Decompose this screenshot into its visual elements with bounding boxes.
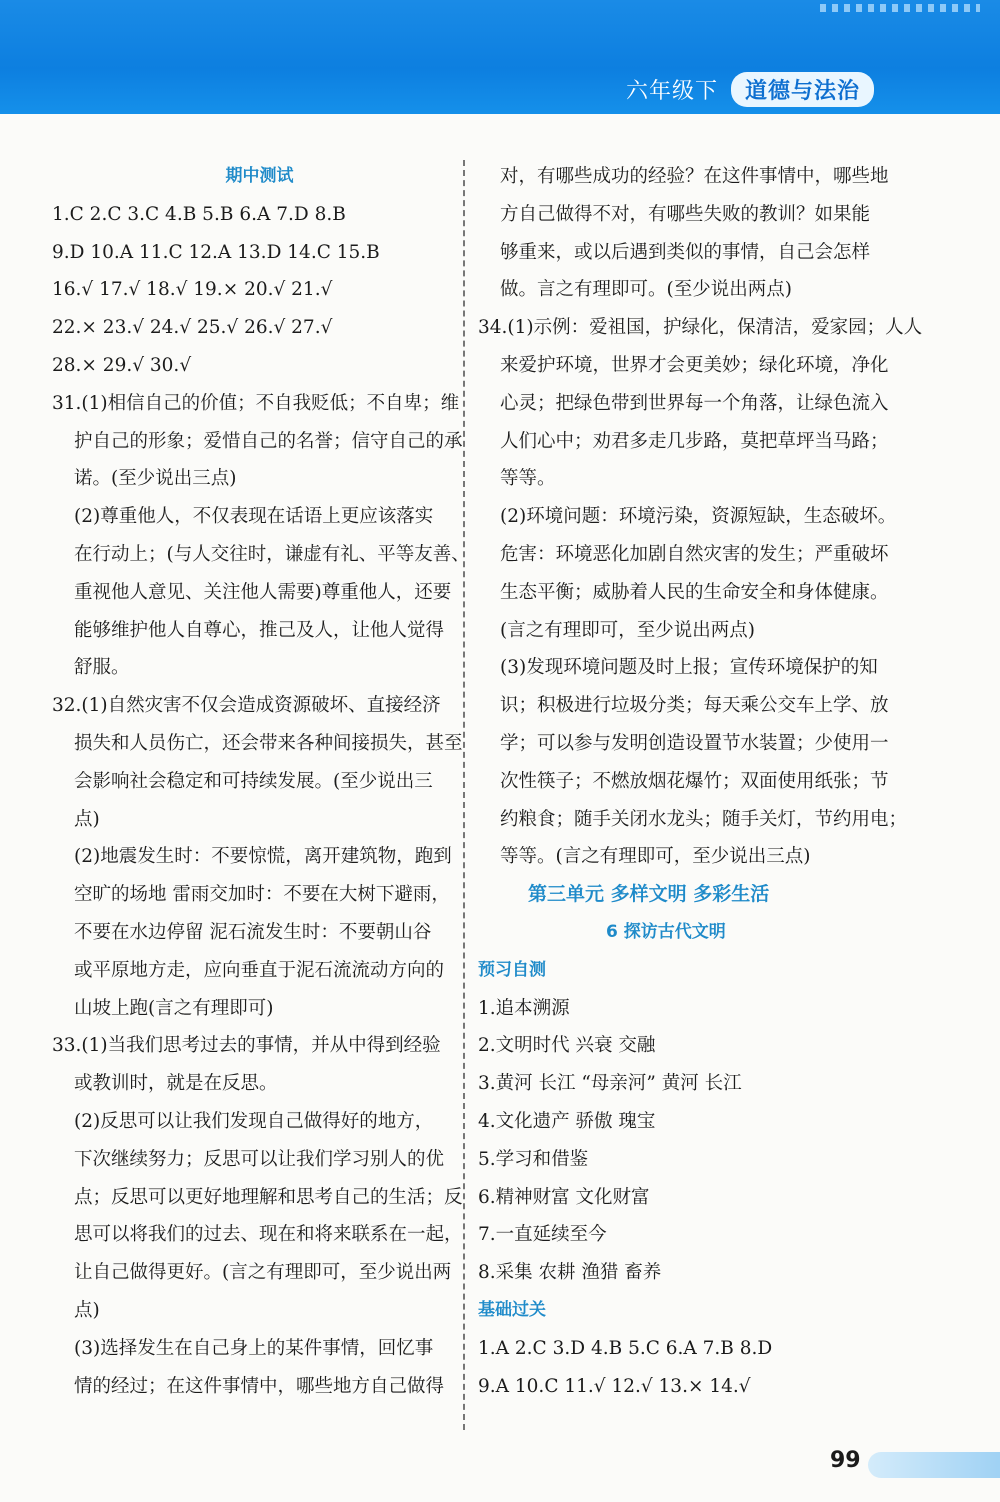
line: 33.(1)当我们思考过去的事情，并从中得到经验 bbox=[52, 1035, 441, 1057]
line: 空旷的场地 雷雨交加时：不要在大树下避雨， bbox=[74, 884, 450, 906]
line: 或平原地方走，应向垂直于泥石流流动方向的 bbox=[74, 959, 445, 981]
list-item: 9.A 10.C 11.√ 12.√ 13.× 14.√ bbox=[478, 1375, 751, 1397]
line: 做。言之有理即可。(至少说出两点) bbox=[500, 279, 792, 301]
line: (2)地震发生时：不要惊慌，离开建筑物，跑到 bbox=[74, 846, 452, 868]
line: 等等。(言之有理即可，至少说出三点) bbox=[500, 846, 811, 868]
line: 舒服。 bbox=[74, 657, 130, 679]
line: 22.× 23.√ 24.√ 25.√ 26.√ 27.√ bbox=[52, 317, 333, 339]
line: 会影响社会稳定和可持续发展。(至少说出三 bbox=[74, 770, 433, 792]
line: (2)尊重他人，不仅表现在话语上更应该落实 bbox=[74, 506, 434, 528]
line: 34.(1)示例：爱祖国，护绿化，保清洁，爱家园；人人 bbox=[478, 317, 923, 339]
line: (3)选择发生在自己身上的某件事情，回忆事 bbox=[74, 1337, 434, 1359]
list-item: 6.精神财富 文化财富 bbox=[478, 1186, 650, 1208]
grade-label: 六年级下 bbox=[626, 79, 719, 104]
line: 点) bbox=[74, 1299, 100, 1321]
line: 护自己的形象；爱惜自己的名誉；信守自己的承 bbox=[74, 430, 463, 452]
list-item: 4.文化遗产 骄傲 瑰宝 bbox=[478, 1110, 656, 1132]
list-item: 8.采集 农耕 渔猎 畜养 bbox=[478, 1262, 662, 1284]
line: 让自己做得更好。(言之有理即可，至少说出两 bbox=[74, 1262, 452, 1284]
header-banner bbox=[0, 0, 1000, 114]
line: 思可以将我们的过去、现在和将来联系在一起， bbox=[74, 1224, 463, 1246]
column-divider bbox=[463, 160, 465, 1430]
list-item: 1.追本溯源 bbox=[478, 997, 570, 1019]
decorative-dots bbox=[820, 4, 980, 12]
line: 学；可以参与发明创造设置节水装置；少使用一 bbox=[500, 732, 889, 754]
line: 损失和人员伤亡，还会带来各种间接损失，甚至 bbox=[74, 732, 463, 754]
line: 28.× 29.√ 30.√ bbox=[52, 354, 192, 376]
line: 1.C 2.C 3.C 4.B 5.B 6.A 7.D 8.B bbox=[52, 203, 346, 225]
line: 32.(1)自然灾害不仅会造成资源破坏、直接经济 bbox=[52, 695, 441, 717]
line: 够重来，或以后遇到类似的事情，自己会怎样 bbox=[500, 241, 871, 263]
line: (2)环境问题：环境污染，资源短缺，生态破坏。 bbox=[500, 506, 897, 528]
line: 能够维护他人自尊心，推己及人，让他人觉得 bbox=[74, 619, 445, 641]
line: 识；积极进行垃圾分类；每天乘公交车上学、放 bbox=[500, 695, 889, 717]
page-number: 99 bbox=[830, 1448, 861, 1473]
line: 重视他人意见、关注他人需要)尊重他人，还要 bbox=[74, 581, 452, 603]
list-item: 7.一直延续至今 bbox=[478, 1224, 607, 1246]
line: 或教训时，就是在反思。 bbox=[74, 1073, 278, 1095]
line: 在行动上；(与人交往时，谦虚有礼、平等友善、 bbox=[74, 543, 470, 565]
line: 不要在水边停留 泥石流发生时：不要朝山谷 bbox=[74, 921, 432, 943]
line: 9.D 10.A 11.C 12.A 13.D 14.C 15.B bbox=[52, 241, 380, 263]
line: 人们心中；劝君多走几步路，莫把草坪当马路； bbox=[500, 430, 889, 452]
section-title-basic: 基础过关 bbox=[478, 1299, 546, 1320]
line: 山坡上跑(言之有理即可) bbox=[74, 997, 274, 1019]
list-item: 2.文明时代 兴衰 交融 bbox=[478, 1035, 656, 1057]
list-item: 3.黄河 长江 “母亲河” 黄河 长江 bbox=[478, 1073, 742, 1095]
unit-title: 第三单元 多样文明 多彩生活 bbox=[528, 883, 770, 906]
line: 对，有哪些成功的经验？在这件事情中，哪些地 bbox=[500, 166, 889, 187]
line: 生态平衡；威胁着人民的生命安全和身体健康。 bbox=[500, 581, 889, 603]
line: 等等。 bbox=[500, 468, 556, 490]
line: 约粮食；随手关闭水龙头；随手关灯，节约用电； bbox=[500, 808, 908, 830]
list-item: 5.学习和借鉴 bbox=[478, 1148, 589, 1170]
line: 16.√ 17.√ 18.√ 19.× 20.√ 21.√ bbox=[52, 279, 333, 301]
left-column bbox=[52, 158, 470, 1405]
lesson-title: 6 探访古代文明 bbox=[606, 921, 726, 942]
line: 方自己做得不对，有哪些失败的教训？如果能 bbox=[500, 203, 871, 225]
line: 诺。(至少说出三点) bbox=[74, 468, 237, 490]
line: 来爱护环境，世界才会更美妙；绿化环境，净化 bbox=[500, 354, 889, 376]
line: 次性筷子；不燃放烟花爆竹；双面使用纸张；节 bbox=[500, 770, 889, 792]
line: 危害：环境恶化加剧自然灾害的发生；严重破坏 bbox=[500, 543, 889, 565]
section-title-preview: 预习自测 bbox=[478, 959, 546, 980]
list-item: 1.A 2.C 3.D 4.B 5.C 6.A 7.B 8.D bbox=[478, 1337, 773, 1359]
line: (2)反思可以让我们发现自己做得好的地方， bbox=[74, 1110, 434, 1132]
line: 31.(1)相信自己的价值；不自我贬低；不自卑；维 bbox=[52, 392, 460, 414]
line: 点) bbox=[74, 808, 100, 830]
section-title-midterm: 期中测试 bbox=[225, 166, 294, 186]
decorative-wave bbox=[868, 1452, 1000, 1478]
subject-badge: 道德与法治 bbox=[731, 72, 874, 107]
line: 情的经过；在这件事情中，哪些地方自己做得 bbox=[74, 1375, 445, 1397]
line: 下次继续努力；反思可以让我们学习别人的优 bbox=[74, 1148, 445, 1170]
line: 点；反思可以更好地理解和思考自己的生活；反 bbox=[74, 1186, 463, 1208]
line: (言之有理即可，至少说出两点) bbox=[500, 619, 755, 641]
line: (3)发现环境问题及时上报；宣传环境保护的知 bbox=[500, 657, 878, 679]
line: 心灵；把绿色带到世界每一个角落，让绿色流入 bbox=[500, 392, 889, 414]
right-column bbox=[478, 158, 923, 1405]
